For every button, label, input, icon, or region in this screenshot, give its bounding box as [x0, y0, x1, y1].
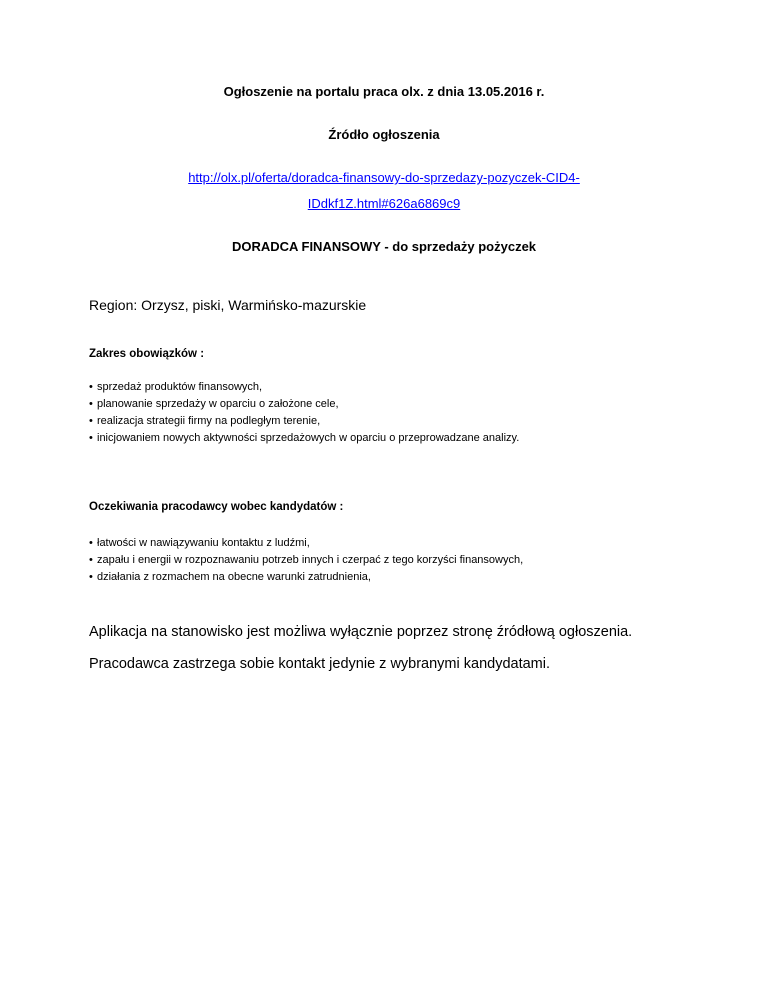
list-item: • łatwości w nawiązywaniu kontaktu z ludźmi, — [89, 535, 729, 552]
employer-note: Pracodawca zastrzega sobie kontakt jedynie z wybranymi kandydatami. — [89, 656, 551, 672]
job-title: DORADCA FINANSOWY - do sprzedaży pożyczek — [231, 239, 537, 254]
source-link-text-2[interactable]: IDdkf1Z.html#626a6869c9 — [307, 196, 461, 211]
region-text: Region: Orzysz, piski, Warmińsko-mazurskie — [89, 297, 367, 313]
expectations-heading: Oczekiwania pracodawcy wobec kandydatów : — [89, 501, 344, 513]
duties-heading: Zakres obowiązków : — [89, 348, 205, 360]
list-item: • planowanie sprzedaży w oparciu o założone cele, — [89, 396, 729, 413]
list-item: • inicjowaniem nowych aktywności sprzedażowych w oparciu o przeprowadzane analizy. — [89, 430, 729, 447]
document-title: Ogłoszenie na portalu praca olx. z dnia 13.05.2016 r. — [223, 84, 545, 99]
list-item: • zapału i energii w rozpoznawaniu potrzeb innych i czerpać z tego korzyści finansowych, — [89, 552, 729, 569]
source-link-line-2[interactable] — [0, 196, 768, 211]
source-label: Źródło ogłoszenia — [328, 127, 440, 142]
duties-list — [89, 379, 729, 447]
list-item: • sprzedaż produktów finansowych, — [89, 379, 729, 396]
expectations-list — [89, 535, 729, 586]
application-note: Aplikacja na stanowisko jest możliwa wyłącznie poprzez stronę źródłową ogłoszenia. — [89, 624, 633, 640]
list-item: • działania z rozmachem na obecne warunki zatrudnienia, — [89, 569, 729, 586]
source-link-line-1[interactable] — [0, 170, 768, 185]
source-link-text-1[interactable]: http://olx.pl/oferta/doradca-finansowy-do-sprzedazy-pozyczek-CID4- — [188, 170, 580, 185]
list-item: • realizacja strategii firmy na podległym terenie, — [89, 413, 729, 430]
